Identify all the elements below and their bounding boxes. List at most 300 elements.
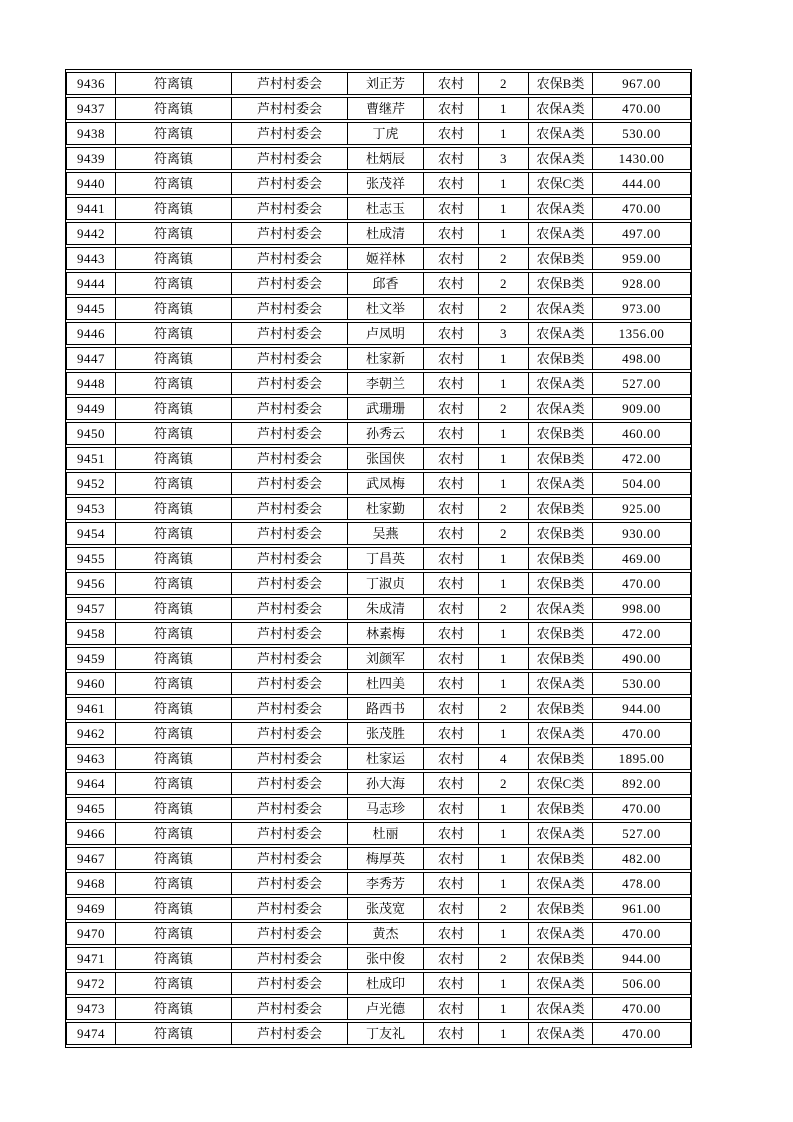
cell-amount: 470.00	[593, 797, 691, 820]
cell-town: 符离镇	[116, 372, 232, 395]
cell-serial-number: 9461	[66, 697, 116, 720]
cell-insurance-category: 农保A类	[529, 147, 593, 170]
cell-village-committee: 芦村村委会	[232, 322, 348, 345]
cell-insurance-category: 农保B类	[529, 447, 593, 470]
cell-person-count: 1	[479, 872, 529, 895]
cell-town: 符离镇	[116, 222, 232, 245]
cell-insurance-category: 农保A类	[529, 1022, 593, 1045]
cell-serial-number: 9467	[66, 847, 116, 870]
cell-person-name: 丁虎	[348, 122, 424, 145]
cell-town: 符离镇	[116, 722, 232, 745]
cell-amount: 472.00	[593, 447, 691, 470]
cell-person-count: 1	[479, 672, 529, 695]
cell-residence-type: 农村	[424, 422, 479, 445]
cell-village-committee: 芦村村委会	[232, 347, 348, 370]
cell-residence-type: 农村	[424, 747, 479, 770]
cell-person-name: 张国侠	[348, 447, 424, 470]
cell-village-committee: 芦村村委会	[232, 297, 348, 320]
table-row	[66, 972, 691, 995]
cell-person-count: 1	[479, 847, 529, 870]
cell-residence-type: 农村	[424, 972, 479, 995]
cell-serial-number: 9469	[66, 897, 116, 920]
cell-person-count: 2	[479, 897, 529, 920]
cell-serial-number: 9439	[66, 147, 116, 170]
cell-village-committee: 芦村村委会	[232, 972, 348, 995]
cell-serial-number: 9460	[66, 672, 116, 695]
table-row	[66, 572, 691, 595]
cell-village-committee: 芦村村委会	[232, 647, 348, 670]
cell-person-count: 2	[479, 597, 529, 620]
cell-town: 符离镇	[116, 697, 232, 720]
cell-person-name: 林素梅	[348, 622, 424, 645]
cell-person-count: 1	[479, 647, 529, 670]
cell-person-name: 杜成清	[348, 222, 424, 245]
cell-insurance-category: 农保B类	[529, 847, 593, 870]
cell-person-count: 1	[479, 172, 529, 195]
cell-village-committee: 芦村村委会	[232, 722, 348, 745]
cell-village-committee: 芦村村委会	[232, 797, 348, 820]
cell-insurance-category: 农保B类	[529, 572, 593, 595]
cell-amount: 460.00	[593, 422, 691, 445]
cell-town: 符离镇	[116, 772, 232, 795]
cell-town: 符离镇	[116, 797, 232, 820]
cell-insurance-category: 农保B类	[529, 247, 593, 270]
cell-village-committee: 芦村村委会	[232, 847, 348, 870]
cell-person-name: 丁淑贞	[348, 572, 424, 595]
cell-town: 符离镇	[116, 597, 232, 620]
cell-person-count: 2	[479, 497, 529, 520]
cell-serial-number: 9454	[66, 522, 116, 545]
cell-amount: 527.00	[593, 822, 691, 845]
cell-village-committee: 芦村村委会	[232, 522, 348, 545]
cell-village-committee: 芦村村委会	[232, 672, 348, 695]
cell-insurance-category: 农保B类	[529, 347, 593, 370]
table-row	[66, 722, 691, 745]
table-row	[66, 622, 691, 645]
cell-residence-type: 农村	[424, 772, 479, 795]
cell-insurance-category: 农保A类	[529, 397, 593, 420]
cell-person-name: 姬祥林	[348, 247, 424, 270]
table-row	[66, 947, 691, 970]
cell-insurance-category: 农保A类	[529, 997, 593, 1020]
cell-serial-number: 9463	[66, 747, 116, 770]
cell-village-committee: 芦村村委会	[232, 572, 348, 595]
cell-amount: 967.00	[593, 72, 691, 95]
cell-amount: 470.00	[593, 572, 691, 595]
cell-person-name: 张茂胜	[348, 722, 424, 745]
cell-town: 符离镇	[116, 1022, 232, 1045]
cell-village-committee: 芦村村委会	[232, 772, 348, 795]
cell-person-name: 卢光德	[348, 997, 424, 1020]
table-row	[66, 322, 691, 345]
cell-village-committee: 芦村村委会	[232, 97, 348, 120]
cell-person-name: 梅厚英	[348, 847, 424, 870]
table-row	[66, 1022, 691, 1045]
cell-residence-type: 农村	[424, 572, 479, 595]
cell-person-count: 1	[479, 547, 529, 570]
cell-person-count: 1	[479, 572, 529, 595]
cell-person-count: 2	[479, 272, 529, 295]
cell-town: 符离镇	[116, 72, 232, 95]
cell-amount: 478.00	[593, 872, 691, 895]
cell-amount: 506.00	[593, 972, 691, 995]
cell-residence-type: 农村	[424, 622, 479, 645]
cell-insurance-category: 农保A类	[529, 597, 593, 620]
cell-serial-number: 9447	[66, 347, 116, 370]
cell-person-count: 1	[479, 797, 529, 820]
cell-town: 符离镇	[116, 422, 232, 445]
table-row	[66, 772, 691, 795]
table-row	[66, 597, 691, 620]
cell-town: 符离镇	[116, 447, 232, 470]
cell-person-count: 2	[479, 72, 529, 95]
cell-amount: 930.00	[593, 522, 691, 545]
cell-person-count: 2	[479, 247, 529, 270]
cell-serial-number: 9445	[66, 297, 116, 320]
cell-amount: 973.00	[593, 297, 691, 320]
cell-person-name: 杜文举	[348, 297, 424, 320]
cell-person-name: 李秀芳	[348, 872, 424, 895]
cell-person-count: 2	[479, 697, 529, 720]
cell-village-committee: 芦村村委会	[232, 172, 348, 195]
cell-residence-type: 农村	[424, 722, 479, 745]
cell-amount: 470.00	[593, 722, 691, 745]
cell-insurance-category: 农保B类	[529, 897, 593, 920]
cell-amount: 470.00	[593, 997, 691, 1020]
cell-residence-type: 农村	[424, 322, 479, 345]
cell-town: 符离镇	[116, 647, 232, 670]
cell-amount: 892.00	[593, 772, 691, 795]
cell-town: 符离镇	[116, 572, 232, 595]
table-row	[66, 697, 691, 720]
table-row	[66, 647, 691, 670]
cell-residence-type: 农村	[424, 172, 479, 195]
cell-village-committee: 芦村村委会	[232, 697, 348, 720]
table-row	[66, 297, 691, 320]
cell-person-count: 1	[479, 347, 529, 370]
table-row	[66, 222, 691, 245]
cell-person-count: 1	[479, 722, 529, 745]
table-row	[66, 172, 691, 195]
table-row	[66, 797, 691, 820]
cell-insurance-category: 农保A类	[529, 197, 593, 220]
cell-serial-number: 9455	[66, 547, 116, 570]
cell-serial-number: 9466	[66, 822, 116, 845]
cell-residence-type: 农村	[424, 697, 479, 720]
cell-serial-number: 9465	[66, 797, 116, 820]
table-row	[66, 447, 691, 470]
cell-village-committee: 芦村村委会	[232, 372, 348, 395]
cell-village-committee: 芦村村委会	[232, 272, 348, 295]
cell-person-count: 1	[479, 472, 529, 495]
cell-village-committee: 芦村村委会	[232, 747, 348, 770]
cell-insurance-category: 农保B类	[529, 622, 593, 645]
cell-serial-number: 9436	[66, 72, 116, 95]
cell-amount: 482.00	[593, 847, 691, 870]
cell-person-name: 杜炳辰	[348, 147, 424, 170]
cell-serial-number: 9470	[66, 922, 116, 945]
table-row	[66, 122, 691, 145]
cell-person-name: 丁友礼	[348, 1022, 424, 1045]
cell-residence-type: 农村	[424, 1022, 479, 1045]
cell-serial-number: 9449	[66, 397, 116, 420]
cell-village-committee: 芦村村委会	[232, 197, 348, 220]
cell-insurance-category: 农保B类	[529, 947, 593, 970]
cell-residence-type: 农村	[424, 597, 479, 620]
cell-person-name: 朱成清	[348, 597, 424, 620]
cell-serial-number: 9448	[66, 372, 116, 395]
cell-residence-type: 农村	[424, 997, 479, 1020]
cell-village-committee: 芦村村委会	[232, 547, 348, 570]
cell-person-count: 2	[479, 297, 529, 320]
cell-town: 符离镇	[116, 297, 232, 320]
cell-amount: 959.00	[593, 247, 691, 270]
cell-person-count: 1	[479, 822, 529, 845]
cell-person-count: 1	[479, 922, 529, 945]
table-row	[66, 72, 691, 95]
cell-amount: 530.00	[593, 672, 691, 695]
table-row	[66, 247, 691, 270]
cell-person-name: 张茂祥	[348, 172, 424, 195]
cell-amount: 470.00	[593, 922, 691, 945]
cell-person-name: 孙大海	[348, 772, 424, 795]
table-row	[66, 547, 691, 570]
cell-person-name: 刘正芳	[348, 72, 424, 95]
cell-person-count: 2	[479, 947, 529, 970]
cell-town: 符离镇	[116, 322, 232, 345]
cell-village-committee: 芦村村委会	[232, 947, 348, 970]
cell-amount: 504.00	[593, 472, 691, 495]
cell-town: 符离镇	[116, 147, 232, 170]
cell-amount: 944.00	[593, 697, 691, 720]
cell-serial-number: 9458	[66, 622, 116, 645]
cell-residence-type: 农村	[424, 447, 479, 470]
cell-serial-number: 9437	[66, 97, 116, 120]
table-row	[66, 672, 691, 695]
cell-residence-type: 农村	[424, 122, 479, 145]
cell-insurance-category: 农保B类	[529, 647, 593, 670]
cell-person-name: 黄杰	[348, 922, 424, 945]
cell-village-committee: 芦村村委会	[232, 472, 348, 495]
cell-amount: 944.00	[593, 947, 691, 970]
cell-serial-number: 9453	[66, 497, 116, 520]
cell-residence-type: 农村	[424, 672, 479, 695]
cell-serial-number: 9446	[66, 322, 116, 345]
cell-residence-type: 农村	[424, 872, 479, 895]
cell-person-name: 杜家运	[348, 747, 424, 770]
cell-village-committee: 芦村村委会	[232, 822, 348, 845]
cell-town: 符离镇	[116, 547, 232, 570]
cell-amount: 1430.00	[593, 147, 691, 170]
cell-amount: 527.00	[593, 372, 691, 395]
cell-amount: 472.00	[593, 622, 691, 645]
cell-residence-type: 农村	[424, 522, 479, 545]
cell-serial-number: 9462	[66, 722, 116, 745]
cell-amount: 961.00	[593, 897, 691, 920]
cell-residence-type: 农村	[424, 847, 479, 870]
cell-town: 符离镇	[116, 247, 232, 270]
table-row	[66, 897, 691, 920]
table-row	[66, 197, 691, 220]
cell-serial-number: 9451	[66, 447, 116, 470]
cell-residence-type: 农村	[424, 797, 479, 820]
cell-person-name: 曹继芹	[348, 97, 424, 120]
cell-person-name: 杜志玉	[348, 197, 424, 220]
cell-person-name: 马志珍	[348, 797, 424, 820]
cell-town: 符离镇	[116, 997, 232, 1020]
cell-serial-number: 9443	[66, 247, 116, 270]
cell-serial-number: 9471	[66, 947, 116, 970]
cell-insurance-category: 农保A类	[529, 222, 593, 245]
cell-amount: 444.00	[593, 172, 691, 195]
cell-village-committee: 芦村村委会	[232, 247, 348, 270]
cell-amount: 1356.00	[593, 322, 691, 345]
cell-town: 符离镇	[116, 497, 232, 520]
cell-person-name: 张中俊	[348, 947, 424, 970]
cell-residence-type: 农村	[424, 497, 479, 520]
cell-village-committee: 芦村村委会	[232, 897, 348, 920]
cell-person-name: 武珊珊	[348, 397, 424, 420]
cell-town: 符离镇	[116, 922, 232, 945]
table-row	[66, 272, 691, 295]
cell-person-count: 1	[479, 122, 529, 145]
cell-amount: 530.00	[593, 122, 691, 145]
cell-village-committee: 芦村村委会	[232, 997, 348, 1020]
payment-table	[65, 69, 692, 1048]
cell-residence-type: 农村	[424, 247, 479, 270]
cell-person-count: 1	[479, 372, 529, 395]
cell-person-count: 1	[479, 197, 529, 220]
cell-residence-type: 农村	[424, 472, 479, 495]
cell-person-count: 3	[479, 322, 529, 345]
cell-person-count: 1	[479, 447, 529, 470]
cell-insurance-category: 农保A类	[529, 322, 593, 345]
cell-person-name: 杜家新	[348, 347, 424, 370]
cell-person-count: 4	[479, 747, 529, 770]
cell-serial-number: 9442	[66, 222, 116, 245]
cell-serial-number: 9450	[66, 422, 116, 445]
cell-person-name: 刘颜军	[348, 647, 424, 670]
cell-residence-type: 农村	[424, 147, 479, 170]
cell-village-committee: 芦村村委会	[232, 597, 348, 620]
cell-person-count: 1	[479, 422, 529, 445]
cell-amount: 498.00	[593, 347, 691, 370]
cell-residence-type: 农村	[424, 197, 479, 220]
cell-town: 符离镇	[116, 172, 232, 195]
cell-town: 符离镇	[116, 347, 232, 370]
cell-insurance-category: 农保A类	[529, 472, 593, 495]
cell-serial-number: 9456	[66, 572, 116, 595]
cell-insurance-category: 农保A类	[529, 372, 593, 395]
cell-residence-type: 农村	[424, 347, 479, 370]
cell-insurance-category: 农保A类	[529, 672, 593, 695]
cell-town: 符离镇	[116, 822, 232, 845]
cell-village-committee: 芦村村委会	[232, 222, 348, 245]
cell-insurance-category: 农保A类	[529, 972, 593, 995]
table-row	[66, 922, 691, 945]
cell-person-name: 武凤梅	[348, 472, 424, 495]
cell-town: 符离镇	[116, 672, 232, 695]
cell-amount: 909.00	[593, 397, 691, 420]
table-row	[66, 97, 691, 120]
cell-village-committee: 芦村村委会	[232, 122, 348, 145]
cell-amount: 470.00	[593, 97, 691, 120]
cell-serial-number: 9438	[66, 122, 116, 145]
cell-insurance-category: 农保B类	[529, 797, 593, 820]
cell-person-count: 1	[479, 97, 529, 120]
cell-person-count: 2	[479, 397, 529, 420]
cell-insurance-category: 农保A类	[529, 722, 593, 745]
cell-residence-type: 农村	[424, 72, 479, 95]
cell-amount: 470.00	[593, 197, 691, 220]
table-row	[66, 997, 691, 1020]
cell-person-count: 1	[479, 997, 529, 1020]
cell-residence-type: 农村	[424, 272, 479, 295]
cell-person-name: 杜丽	[348, 822, 424, 845]
cell-serial-number: 9444	[66, 272, 116, 295]
cell-serial-number: 9472	[66, 972, 116, 995]
table-row	[66, 347, 691, 370]
cell-residence-type: 农村	[424, 222, 479, 245]
cell-town: 符离镇	[116, 897, 232, 920]
cell-person-count: 1	[479, 972, 529, 995]
cell-town: 符离镇	[116, 272, 232, 295]
table-row	[66, 397, 691, 420]
cell-person-name: 路西书	[348, 697, 424, 720]
cell-residence-type: 农村	[424, 97, 479, 120]
table-row	[66, 372, 691, 395]
cell-village-committee: 芦村村委会	[232, 872, 348, 895]
cell-residence-type: 农村	[424, 547, 479, 570]
cell-person-name: 丁昌英	[348, 547, 424, 570]
cell-serial-number: 9474	[66, 1022, 116, 1045]
cell-residence-type: 农村	[424, 897, 479, 920]
cell-person-name: 邱香	[348, 272, 424, 295]
cell-insurance-category: 农保A类	[529, 922, 593, 945]
cell-village-committee: 芦村村委会	[232, 447, 348, 470]
cell-person-count: 2	[479, 522, 529, 545]
cell-town: 符离镇	[116, 122, 232, 145]
cell-person-name: 李朝兰	[348, 372, 424, 395]
cell-town: 符离镇	[116, 847, 232, 870]
cell-village-committee: 芦村村委会	[232, 422, 348, 445]
cell-town: 符离镇	[116, 197, 232, 220]
table-row	[66, 847, 691, 870]
cell-insurance-category: 农保A类	[529, 122, 593, 145]
cell-town: 符离镇	[116, 747, 232, 770]
cell-village-committee: 芦村村委会	[232, 922, 348, 945]
cell-residence-type: 农村	[424, 372, 479, 395]
cell-amount: 469.00	[593, 547, 691, 570]
cell-village-committee: 芦村村委会	[232, 622, 348, 645]
cell-amount: 925.00	[593, 497, 691, 520]
cell-serial-number: 9452	[66, 472, 116, 495]
cell-village-committee: 芦村村委会	[232, 72, 348, 95]
cell-insurance-category: 农保A类	[529, 297, 593, 320]
cell-insurance-category: 农保B类	[529, 72, 593, 95]
cell-person-count: 3	[479, 147, 529, 170]
cell-town: 符离镇	[116, 97, 232, 120]
cell-serial-number: 9441	[66, 197, 116, 220]
cell-insurance-category: 农保B类	[529, 272, 593, 295]
cell-residence-type: 农村	[424, 922, 479, 945]
table-row	[66, 147, 691, 170]
cell-person-name: 吴燕	[348, 522, 424, 545]
cell-residence-type: 农村	[424, 947, 479, 970]
cell-amount: 928.00	[593, 272, 691, 295]
cell-serial-number: 9457	[66, 597, 116, 620]
cell-town: 符离镇	[116, 472, 232, 495]
